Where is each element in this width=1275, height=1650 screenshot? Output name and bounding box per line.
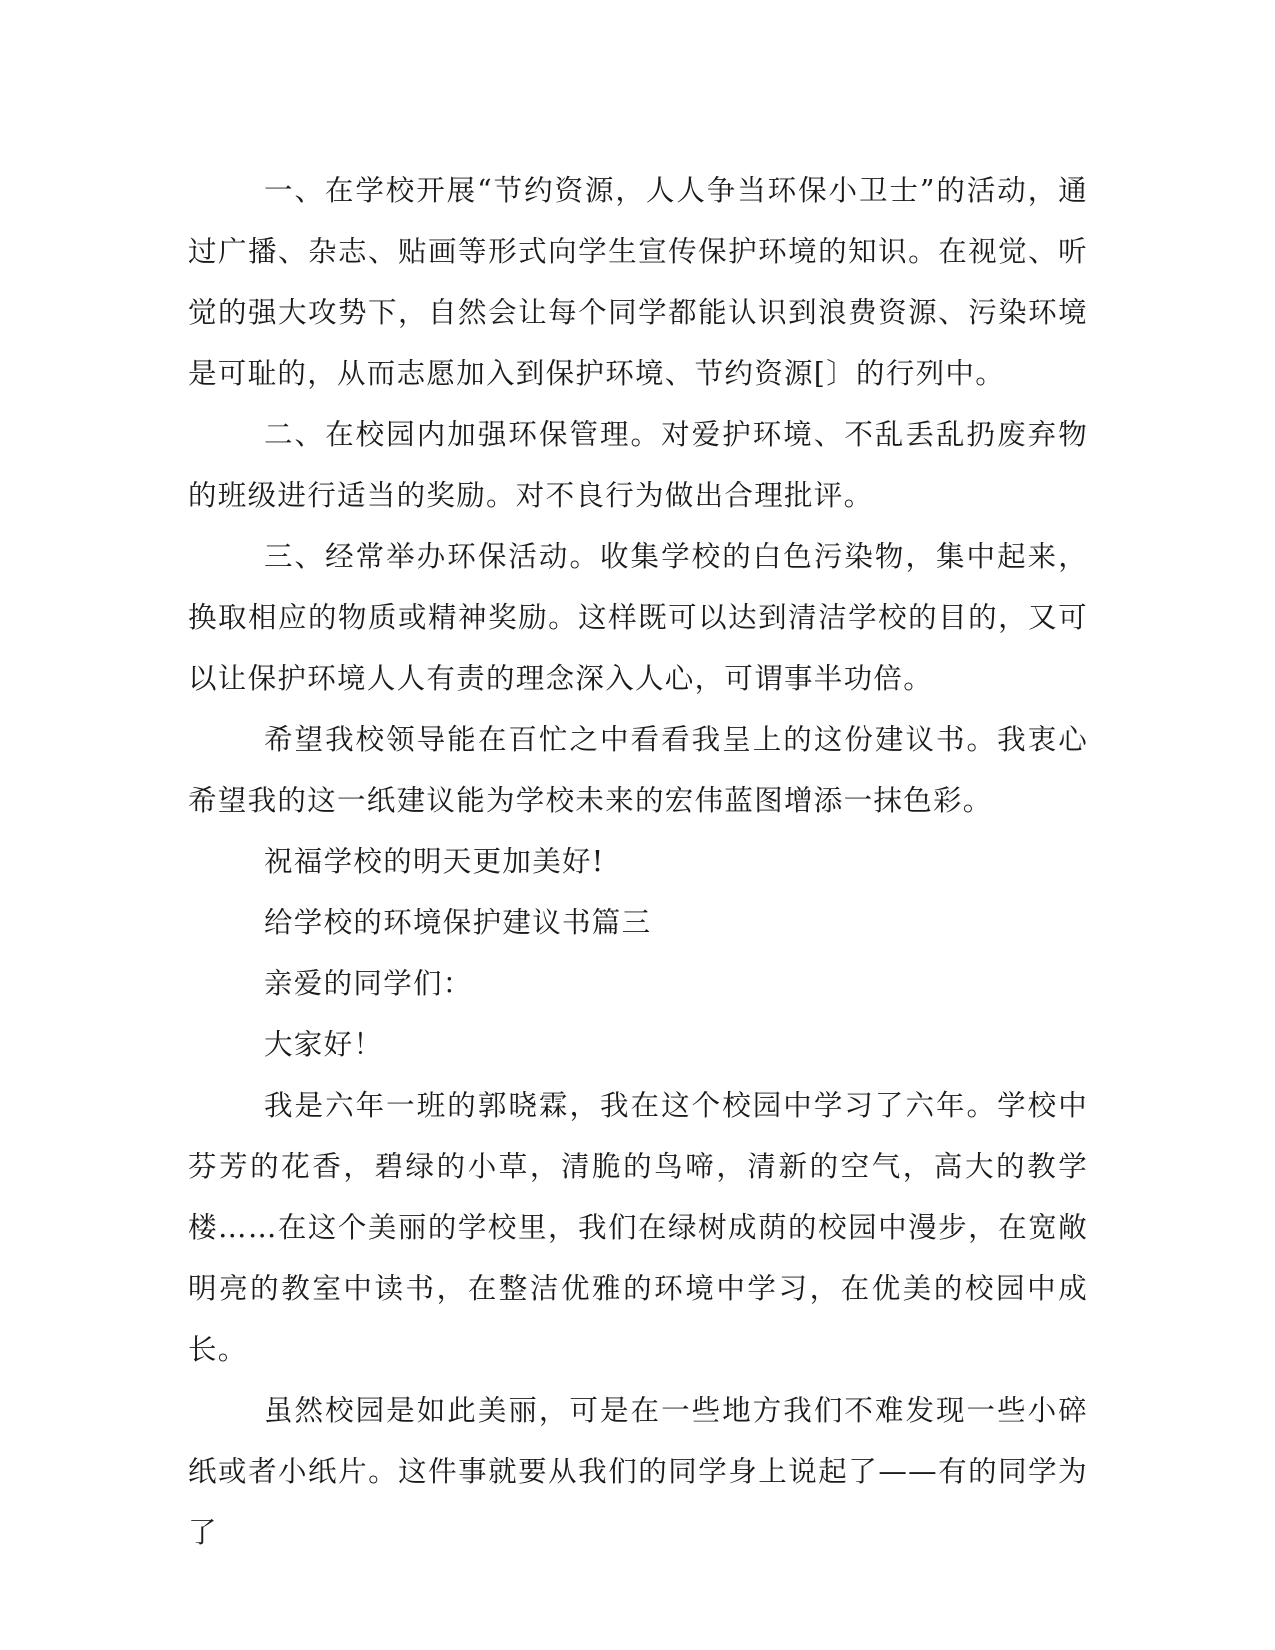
paragraph-10: 虽然校园是如此美丽，可是在一些地方我们不难发现一些小碎纸或者小纸片。这件事就要从我们的同学身上说起了——有的同学为了 [188,1394,1088,1549]
paragraph-5: 祝福学校的明天更加美好! [264,845,605,878]
greeting: 大家好！ [264,1028,384,1061]
paragraph-1: 一、在学校开展“节约资源，人人争当环保小卫士”的活动，通过广播、杂志、贴画等形式向学生宣传保护环境的知识。在视觉、听觉的强大攻势下，自然会让每个同学都能认识到浪费资源、污染环境是可耻的，从而志愿加入到保护环境、节约资源[〕的行列中。 [188,174,1088,390]
paragraph-3: 三、经常举办环保活动。收集学校的白色污染物，集中起来，换取相应的物质或精神奖励。这样既可以达到清洁学校的目的，又可以让保护环境人人有责的理念深入人心，可谓事半功倍。 [188,540,1088,695]
paragraph-9: 我是六年一班的郭晓霖，我在这个校园中学习了六年。学校中芬芳的花香，碧绿的小草，清脆的鸟啼，清新的空气，高大的教学楼……在这个美丽的学校里，我们在绿树成荫的校园中漫步，在宽敞明亮的教室中读书，在整洁优雅的环境中学习，在优美的校园中成长。 [188,1089,1088,1366]
paragraph-4: 希望我校领导能在百忙之中看看我呈上的这份建议书。我衷心希望我的这一纸建议能为学校未来的宏伟蓝图增添一抹色彩。 [188,723,1088,817]
salutation: 亲爱的同学们： [264,967,473,1000]
section-heading: 给学校的环境保护建议书篇三 [264,906,652,939]
document-body [188,160,1088,1563]
paragraph-2: 二、在校园内加强环保管理。对爱护环境、不乱丢乱扔废弃物的班级进行适当的奖励。对不良行为做出合理批评。 [188,418,1088,512]
